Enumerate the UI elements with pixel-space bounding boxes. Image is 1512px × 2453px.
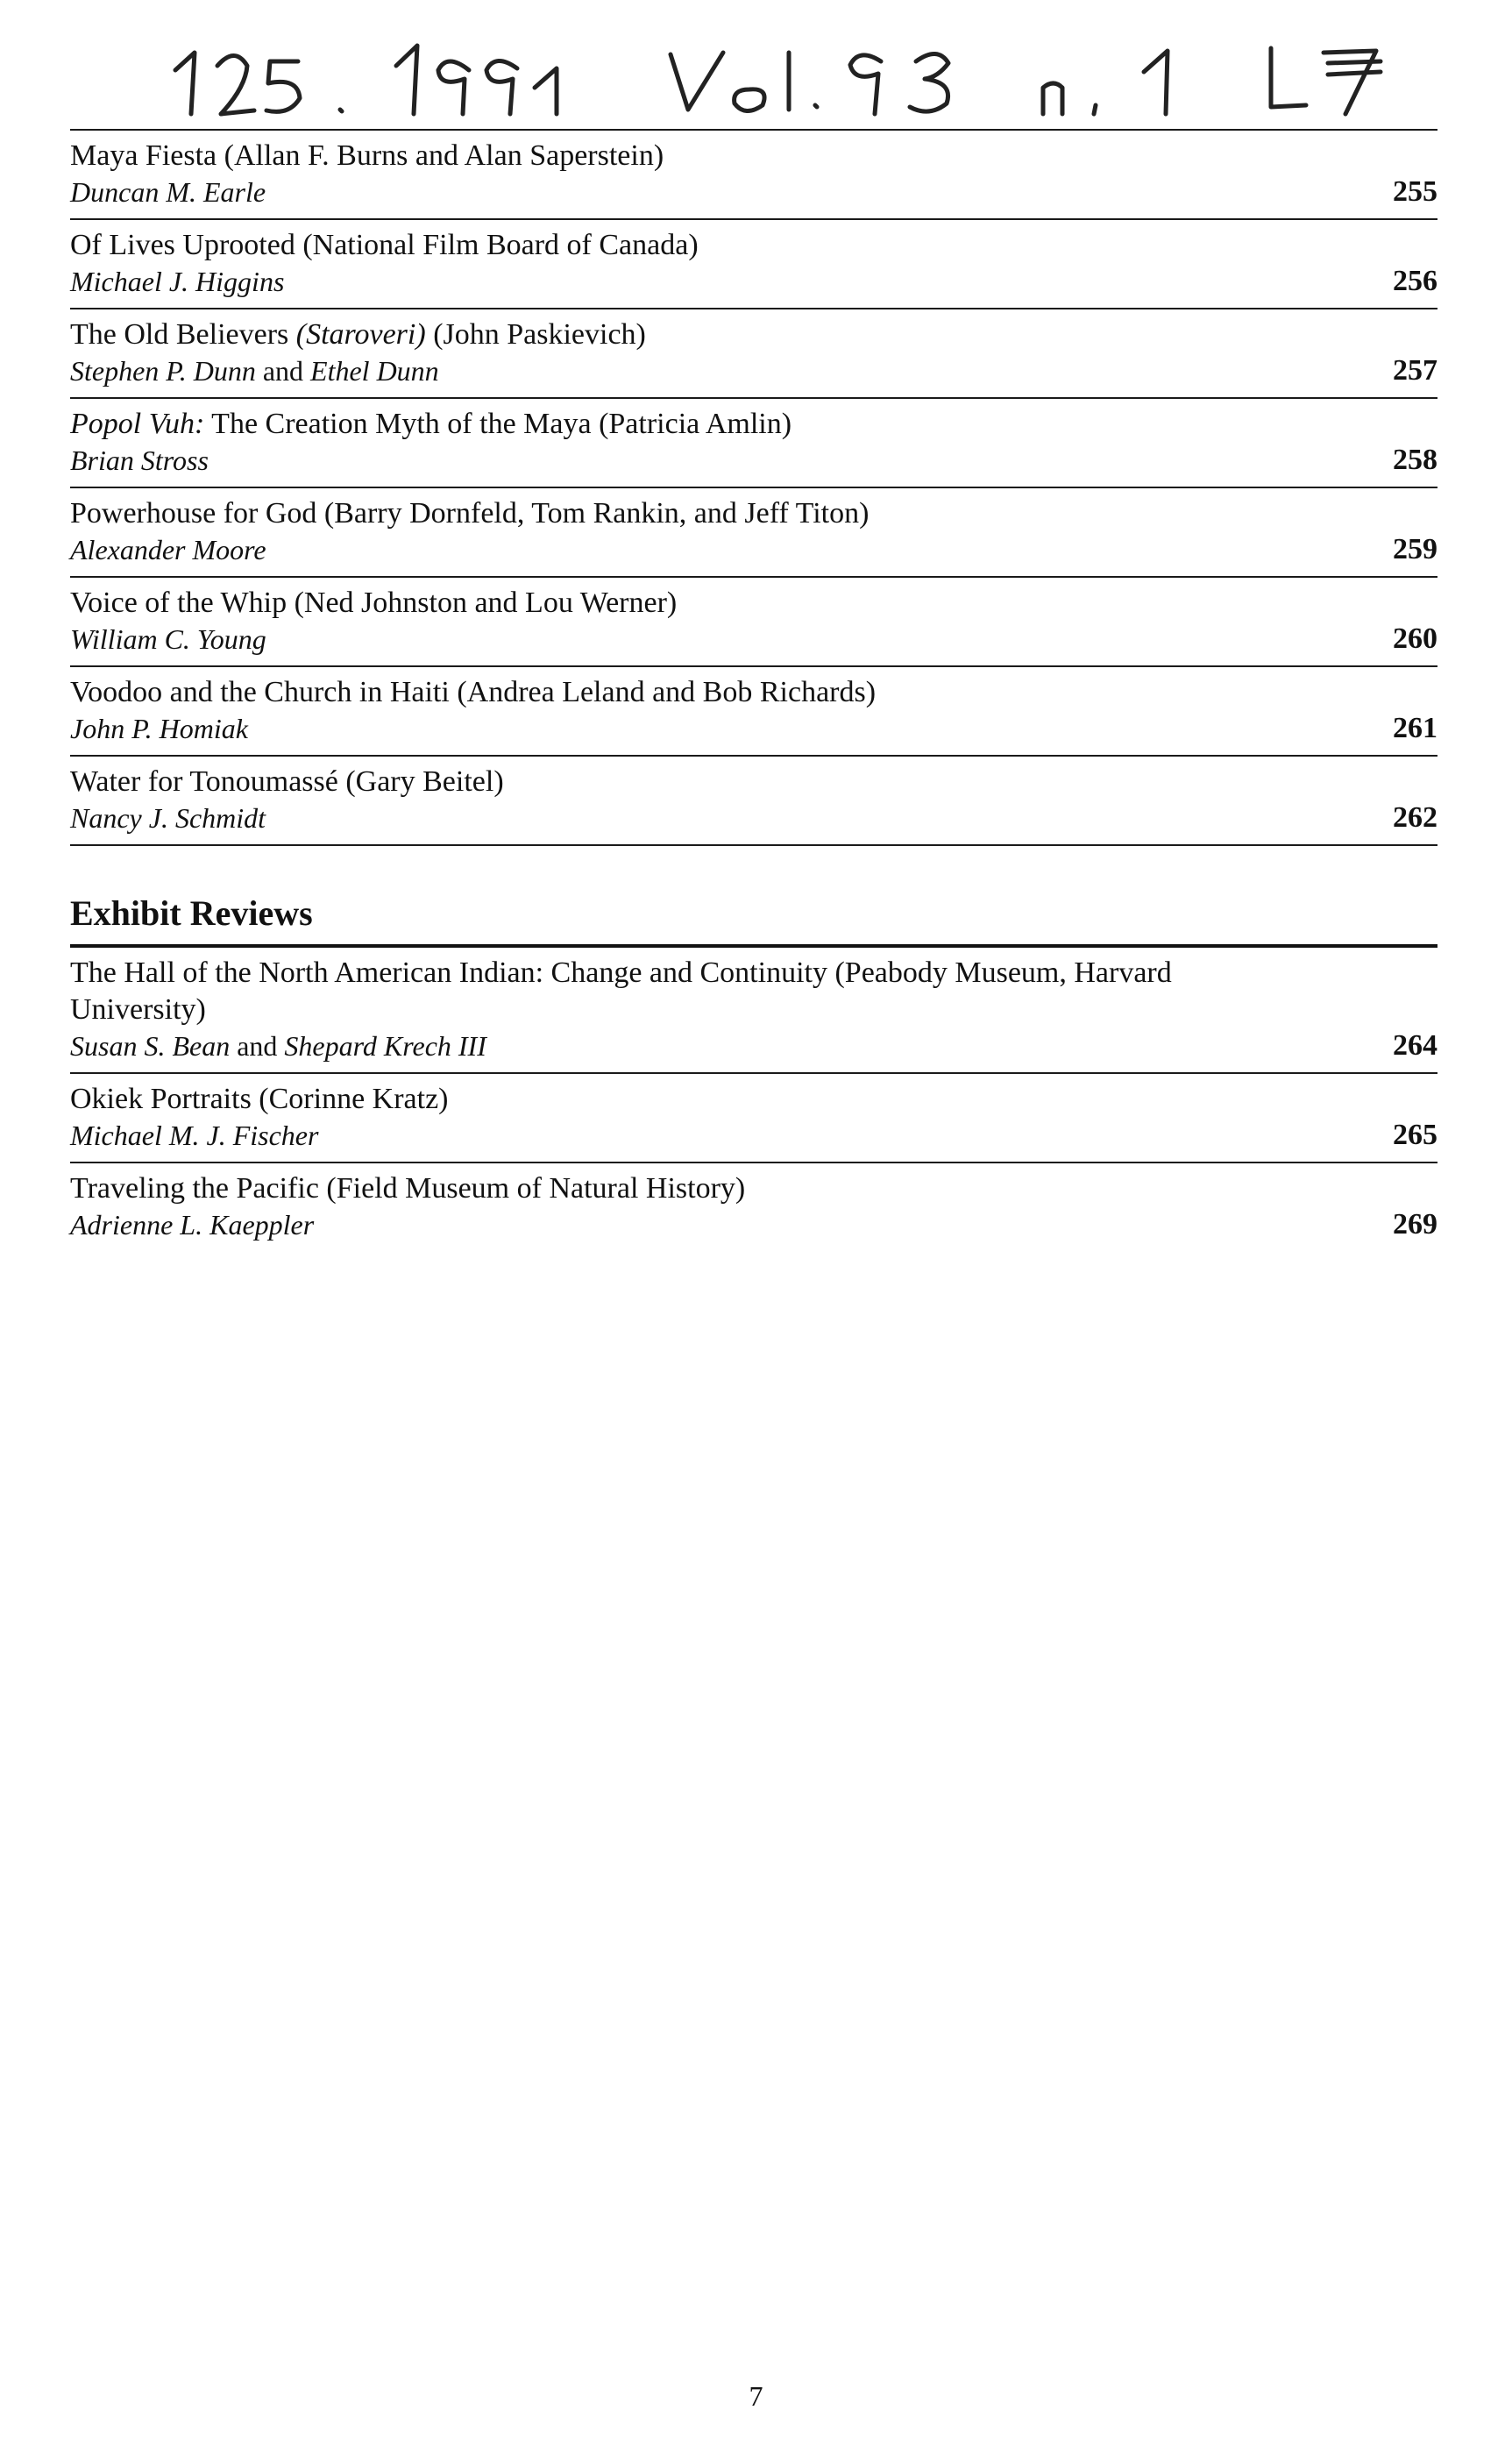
toc-entry bbox=[70, 578, 1437, 667]
toc-entry bbox=[70, 757, 1437, 846]
entry-author bbox=[70, 1028, 1437, 1063]
entry-page-number: 256 bbox=[1393, 265, 1437, 297]
section-spacer bbox=[70, 846, 1437, 878]
entry-title bbox=[70, 316, 1437, 353]
entry-page-number: 260 bbox=[1393, 622, 1437, 655]
author-name: Susan S. Bean bbox=[70, 1030, 231, 1062]
entry-page-number: 264 bbox=[1393, 1029, 1437, 1062]
entry-page-number: 261 bbox=[1393, 712, 1437, 744]
handwritten-annotation-drawing bbox=[167, 26, 1429, 123]
entry-title: Of Lives Uprooted (National Film Board of Canada) bbox=[70, 229, 699, 261]
entry-author: Nancy J. Schmidt bbox=[70, 802, 266, 834]
toc-entry bbox=[70, 399, 1437, 488]
toc-entry bbox=[70, 667, 1437, 757]
entry-title: Okiek Portraits (Corinne Kratz) bbox=[70, 1083, 449, 1115]
entry-title: Maya Fiesta (Allan F. Burns and Alan Saperstein) bbox=[70, 139, 664, 172]
entry-page-number: 255 bbox=[1393, 175, 1437, 208]
entry-title: Powerhouse for God (Barry Dornfeld, Tom Rankin, and Jeff Titon) bbox=[70, 497, 870, 530]
author-name: Ethel Dunn bbox=[310, 355, 439, 387]
entry-author: Michael J. Higgins bbox=[70, 266, 285, 297]
author-name: Shepard Krech III bbox=[284, 1030, 486, 1062]
author-conjunction: and bbox=[230, 1030, 285, 1062]
section-heading-exhibit-reviews: Exhibit Reviews bbox=[70, 878, 1437, 948]
entry-author: Duncan M. Earle bbox=[70, 176, 266, 208]
entry-page-number: 259 bbox=[1393, 533, 1437, 565]
toc-entry bbox=[70, 1163, 1437, 1251]
page-number: 7 bbox=[749, 2380, 763, 2412]
table-of-contents bbox=[70, 129, 1437, 1251]
entry-title: Voice of the Whip (Ned Johnston and Lou Werner) bbox=[70, 587, 678, 619]
entry-page-number: 257 bbox=[1393, 354, 1437, 387]
entry-author bbox=[70, 353, 1437, 388]
entry-title-part: (John Paskievich) bbox=[425, 318, 646, 351]
entry-title: Traveling the Pacific (Field Museum of Natural History) bbox=[70, 1172, 746, 1205]
entry-page-number: 258 bbox=[1393, 444, 1437, 476]
entry-author: Michael M. J. Fischer bbox=[70, 1120, 319, 1151]
entry-author: Brian Stross bbox=[70, 444, 209, 476]
toc-entry bbox=[70, 309, 1437, 399]
toc-entry bbox=[70, 488, 1437, 578]
author-name: Stephen P. Dunn bbox=[70, 355, 256, 387]
handwritten-annotation bbox=[167, 26, 1429, 123]
entry-author: William C. Young bbox=[70, 623, 266, 655]
entry-title: Water for Tonoumassé (Gary Beitel) bbox=[70, 765, 504, 798]
entry-title bbox=[70, 406, 1437, 443]
toc-entry bbox=[70, 1074, 1437, 1163]
entry-author: Alexander Moore bbox=[70, 534, 266, 565]
entry-title-part: The Creation Myth of the Maya (Patricia Amlin) bbox=[204, 408, 792, 440]
toc-entry bbox=[70, 948, 1437, 1074]
entry-title-italic: Popol Vuh: bbox=[70, 408, 205, 440]
entry-title: Voodoo and the Church in Haiti (Andrea Leland and Bob Richards) bbox=[70, 676, 877, 708]
entry-title: The Hall of the North American Indian: Change and Continuity (Peabody Museum, Harvard University) bbox=[70, 956, 1172, 1026]
author-conjunction: and bbox=[255, 355, 311, 387]
entry-author: John P. Homiak bbox=[70, 713, 248, 744]
entry-page-number: 262 bbox=[1393, 801, 1437, 834]
toc-entry bbox=[70, 220, 1437, 309]
entry-author: Adrienne L. Kaeppler bbox=[70, 1209, 315, 1241]
toc-entry bbox=[70, 131, 1437, 220]
entry-title-part: The Old Believers bbox=[70, 318, 296, 351]
entry-title-italic: (Staroveri) bbox=[295, 318, 426, 351]
entry-page-number: 269 bbox=[1393, 1208, 1437, 1241]
entry-page-number: 265 bbox=[1393, 1119, 1437, 1151]
